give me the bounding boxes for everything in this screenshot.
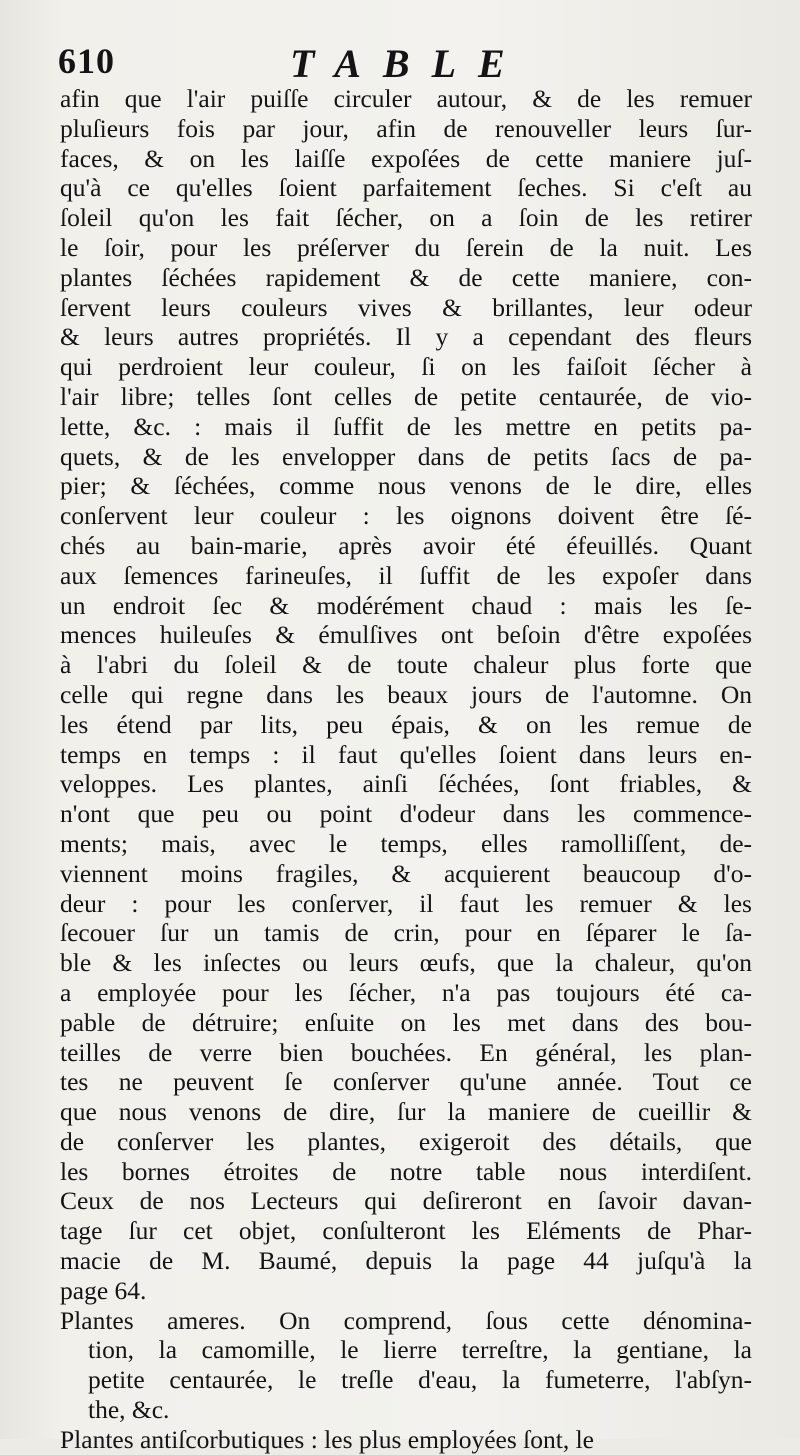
text-line: pier; & ſéchées, comme nous venons de le dire, elles: [60, 471, 752, 501]
text-line: Plantes antiſcorbutiques : les plus employées ſont, le: [60, 1424, 594, 1454]
page-header: [58, 40, 758, 90]
text-line: n'ont que peu ou point d'odeur dans les commence-: [60, 799, 752, 829]
text-line: macie de M. Baumé, depuis la page 44 juſqu'à la: [60, 1246, 752, 1276]
text-line: viennent moins fragiles, & acquierent beaucoup d'o-: [60, 858, 752, 888]
text-line: chés au bain-marie, après avoir été éfeuillés. Quant: [60, 530, 752, 560]
text-line: le ſoir, pour les préſerver du ſerein de la nuit. Les: [60, 232, 752, 262]
text-line: afin que l'air puiſſe circuler autour, & de les remuer: [60, 84, 752, 113]
paragraph: [60, 84, 752, 1306]
text-line: a employée pour les ſécher, n'a pas toujours été ca-: [60, 977, 752, 1007]
text-line: qu'à ce qu'elles ſoient parfaitement ſeches. Si c'eſt au: [60, 173, 752, 203]
text-line: aux ſemences farineuſes, il ſuffit de les expoſer dans: [60, 560, 752, 590]
text-line: l'air libre; telles ſont celles de petite centaurée, de vio-: [60, 381, 752, 411]
text-line: ments; mais, avec le temps, elles ramolliſſent, de-: [60, 828, 752, 858]
text-line: ble & les inſectes ou leurs œufs, que la chaleur, qu'on: [60, 948, 752, 978]
text-line: les étend par lits, peu épais, & on les remue de: [60, 709, 752, 739]
text-line: mences huileuſes & émulſives ont beſoin d'être expoſées: [60, 620, 752, 650]
page-body: [60, 84, 752, 1455]
text-line: un endroit ſec & modérément chaud : mais les ſe-: [60, 590, 752, 620]
text-line: page 64.: [60, 1275, 147, 1305]
text-line: à l'abri du ſoleil & de toute chaleur plus forte que: [60, 650, 752, 680]
text-line: teilles de verre bien bouchées. En général, les plan-: [60, 1037, 752, 1067]
text-line: deur : pour les conſerver, il faut les remuer & les: [60, 888, 752, 918]
text-line: conſervent leur couleur : les oignons doivent être ſé-: [60, 501, 752, 531]
text-line: de conſerver les plantes, exigeroit des détails, que: [60, 1126, 752, 1156]
paragraph: [60, 1425, 752, 1455]
text-line: lette, &c. : mais il ſuffit de les mettre en petits pa-: [60, 411, 752, 441]
text-line: ſervent leurs couleurs vives & brillantes, leur odeur: [60, 292, 752, 322]
text-line: petite centaurée, le treſle d'eau, la fumeterre, l'abſyn-: [88, 1365, 752, 1395]
text-line: tes ne peuvent ſe conſerver qu'une année. Tout ce: [60, 1067, 752, 1097]
text-line: plantes ſéchées rapidement & de cette maniere, con-: [60, 262, 752, 292]
text-line: Plantes ameres. On comprend, ſous cette dénomina-: [60, 1305, 752, 1335]
text-line: celle qui regne dans les beaux jours de l'automne. On: [60, 679, 752, 709]
text-line: veloppes. Les plantes, ainſi ſéchées, ſont friables, &: [60, 769, 752, 799]
text-line: Ceux de nos Lecteurs qui deſireront en ſavoir davan-: [60, 1186, 752, 1216]
paragraph: [60, 1306, 752, 1425]
page-number: 610: [58, 41, 115, 81]
text-line: pable de détruire; enſuite on les met dans des bou-: [60, 1007, 752, 1037]
text-line: faces, & on les laiſſe expoſées de cette maniere juſ-: [60, 143, 752, 173]
text-line: ſecouer ſur un tamis de crin, pour en ſéparer le ſa-: [60, 918, 752, 948]
text-line: the, &c.: [88, 1395, 170, 1425]
running-title: TABLE: [290, 41, 527, 86]
text-line: ſoleil qu'on les fait ſécher, on a ſoin de les retirer: [60, 203, 752, 233]
text-line: temps en temps : il faut qu'elles ſoient dans leurs en-: [60, 739, 752, 769]
text-line: quets, & de les envelopper dans de petits ſacs de pa-: [60, 441, 752, 471]
text-line: qui perdroient leur couleur, ſi on les faiſoit ſécher à: [60, 352, 752, 382]
text-line: que nous venons de dire, ſur la maniere de cueillir &: [60, 1097, 752, 1127]
text-line: les bornes étroites de notre table nous interdiſent.: [60, 1156, 752, 1186]
text-line: & leurs autres propriétés. Il y a cependant des fleurs: [60, 322, 752, 352]
text-line: tage ſur cet objet, conſulteront les Eléments de Phar-: [60, 1216, 752, 1246]
text-line: pluſieurs fois par jour, afin de renouveller leurs ſur-: [60, 113, 752, 143]
text-line: tion, la camomille, le lierre terreſtre, la gentiane, la: [88, 1335, 752, 1365]
